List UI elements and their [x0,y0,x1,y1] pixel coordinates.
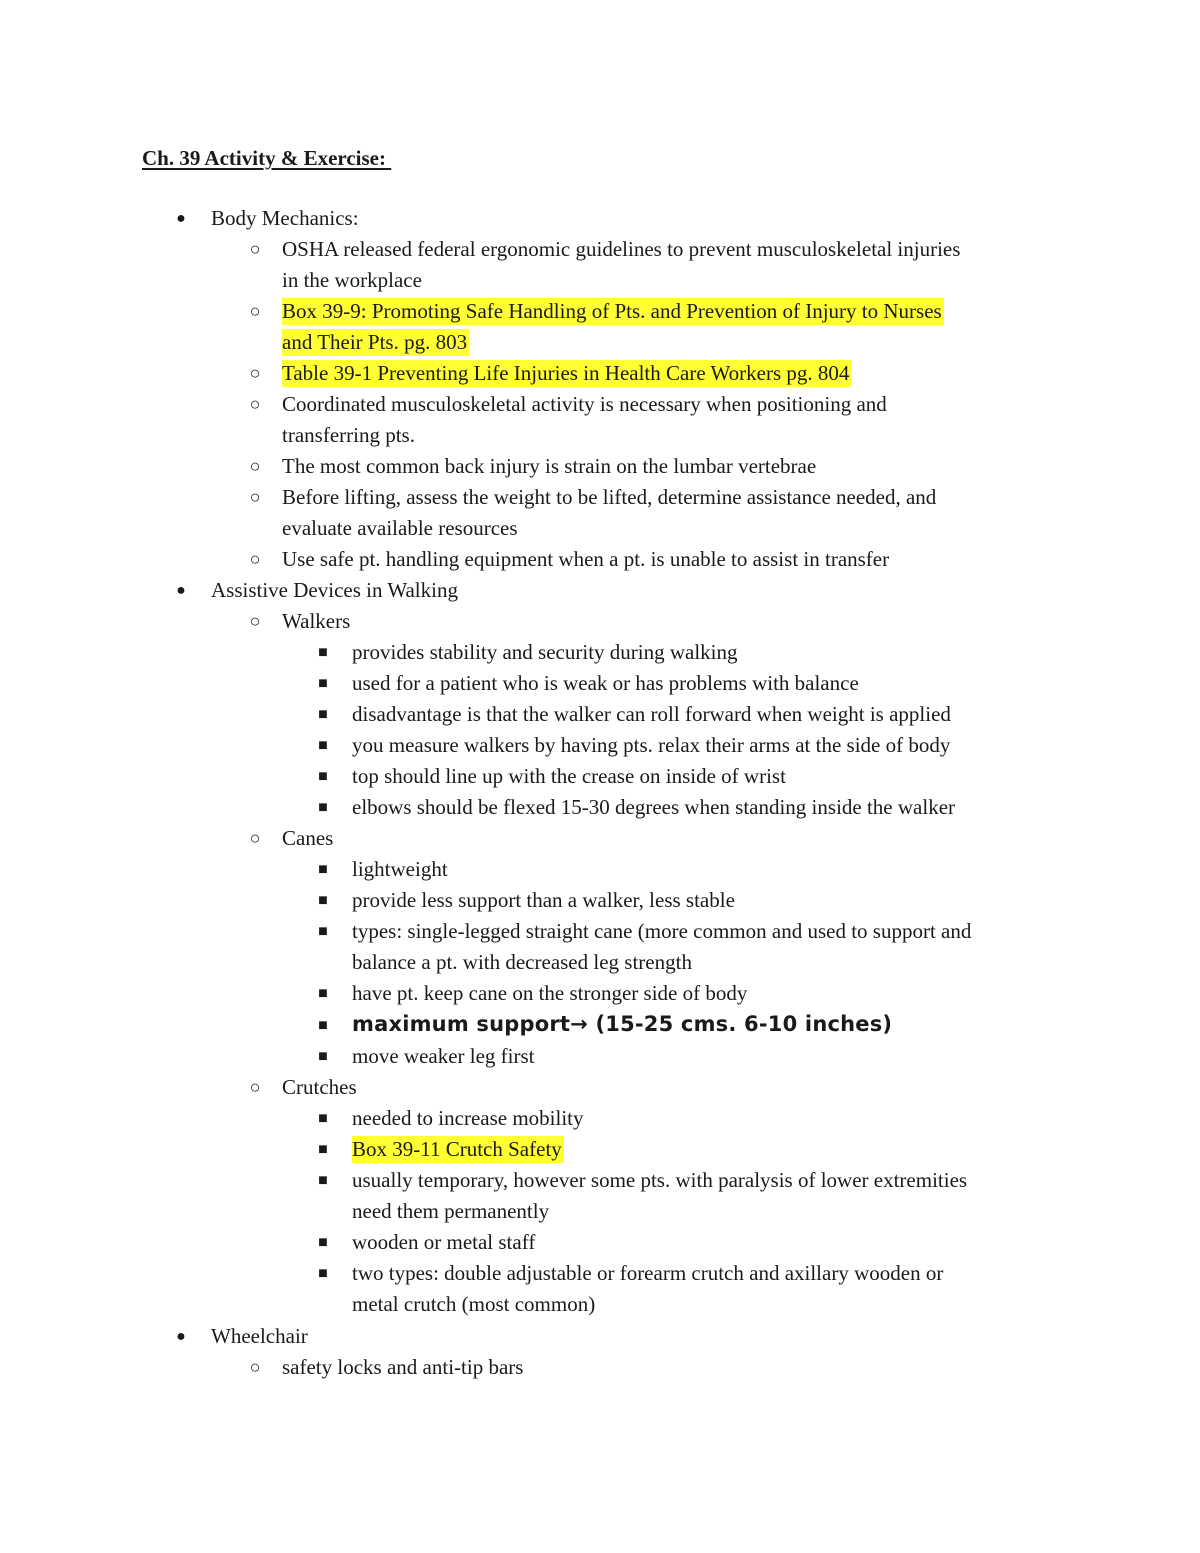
list-item-line: used for a patient who is weak or has problems with balance [352,671,859,695]
circle-bullet-icon: ○ [249,1077,261,1097]
highlighted-list-item-line [282,358,851,389]
highlighted-list-item-line [282,327,469,358]
bullet-icon: ● [176,1328,186,1345]
list-item-line: two types: double adjustable or forearm crutch and axillary wooden or [352,1261,944,1285]
square-bullet-icon: ■ [318,1048,328,1065]
list-item-line: elbows should be flexed 15-30 degrees when standing inside the walker [352,795,956,819]
highlighted-text: and Their Pts. pg. 803 [282,330,468,354]
square-bullet-icon: ■ [318,768,328,785]
bold-list-item-line: maximum support→ (15-25 cms. 6-10 inches) [352,1012,893,1036]
square-bullet-icon: ■ [318,985,328,1002]
square-bullet-icon: ■ [318,799,328,816]
list-item-line: The most common back injury is strain on the lumbar vertebrae [282,454,817,478]
list-item-line: safety locks and anti-tip bars [282,1355,524,1379]
square-bullet-icon: ■ [318,706,328,723]
list-item-line: usually temporary, however some pts. with paralysis of lower extremities [352,1168,968,1192]
square-bullet-icon: ■ [318,1017,328,1034]
square-bullet-icon: ■ [318,892,328,909]
subsection-heading: Crutches [282,1075,357,1099]
list-item-line: move weaker leg first [352,1044,535,1068]
circle-bullet-icon: ○ [249,394,261,414]
page-title: Ch. 39 Activity & Exercise: [142,146,392,170]
list-item-line: wooden or metal staff [352,1230,536,1254]
list-item-line: Coordinated musculoskeletal activity is necessary when positioning and [282,392,887,416]
circle-bullet-icon: ○ [249,549,261,569]
square-bullet-icon: ■ [318,1141,328,1158]
circle-bullet-icon: ○ [249,487,261,507]
highlighted-list-item-line [282,296,944,327]
square-bullet-icon: ■ [318,675,328,692]
section-heading: Wheelchair [211,1324,308,1348]
list-item-line: disadvantage is that the walker can roll forward when weight is applied [352,702,951,726]
list-item-line: you measure walkers by having pts. relax their arms at the side of body [352,733,951,757]
circle-bullet-icon: ○ [249,239,261,259]
section-heading: Assistive Devices in Walking [211,578,458,602]
square-bullet-icon: ■ [318,1110,328,1127]
highlighted-text: Box 39-11 Crutch Safety [352,1137,562,1161]
square-bullet-icon: ■ [318,861,328,878]
square-bullet-icon: ■ [318,644,328,661]
list-item-line: Before lifting, assess the weight to be lifted, determine assistance needed, and [282,485,937,509]
list-item-line: transferring pts. [282,423,415,447]
list-item-line: have pt. keep cane on the stronger side of body [352,981,748,1005]
highlighted-list-item-line [352,1134,564,1165]
circle-bullet-icon: ○ [249,456,261,476]
bullet-icon: ● [176,210,186,227]
circle-bullet-icon: ○ [249,363,261,383]
list-item-line: types: single-legged straight cane (more common and used to support and [352,919,972,943]
square-bullet-icon: ■ [318,1172,328,1189]
section-heading: Body Mechanics: [211,206,359,230]
list-item-line: need them permanently [352,1199,550,1223]
list-item-line: needed to increase mobility [352,1106,584,1130]
list-item-line: provides stability and security during walking [352,640,738,664]
list-item-line: lightweight [352,857,448,881]
list-item-line: metal crutch (most common) [352,1292,596,1316]
list-item-line: top should line up with the crease on inside of wrist [352,764,786,788]
list-item-line: balance a pt. with decreased leg strength [352,950,692,974]
circle-bullet-icon: ○ [249,828,261,848]
square-bullet-icon: ■ [318,737,328,754]
bullet-icon: ● [176,582,186,599]
square-bullet-icon: ■ [318,923,328,940]
list-item-line: in the workplace [282,268,422,292]
circle-bullet-icon: ○ [249,1357,261,1377]
subsection-heading: Walkers [282,609,351,633]
subsection-heading: Canes [282,826,334,850]
list-item-line: OSHA released federal ergonomic guidelines to prevent musculoskeletal injuries [282,237,961,261]
list-item-line: Use safe pt. handling equipment when a pt. is unable to assist in transfer [282,547,890,571]
square-bullet-icon: ■ [318,1234,328,1251]
highlighted-text: Box 39-9: Promoting Safe Handling of Pts. and Prevention of Injury to Nurses [282,299,942,323]
highlighted-text: Table 39-1 Preventing Life Injuries in Health Care Workers pg. 804 [282,361,850,385]
list-item-line: provide less support than a walker, less stable [352,888,735,912]
list-item-line: evaluate available resources [282,516,518,540]
square-bullet-icon: ■ [318,1265,328,1282]
circle-bullet-icon: ○ [249,611,261,631]
circle-bullet-icon: ○ [249,301,261,321]
